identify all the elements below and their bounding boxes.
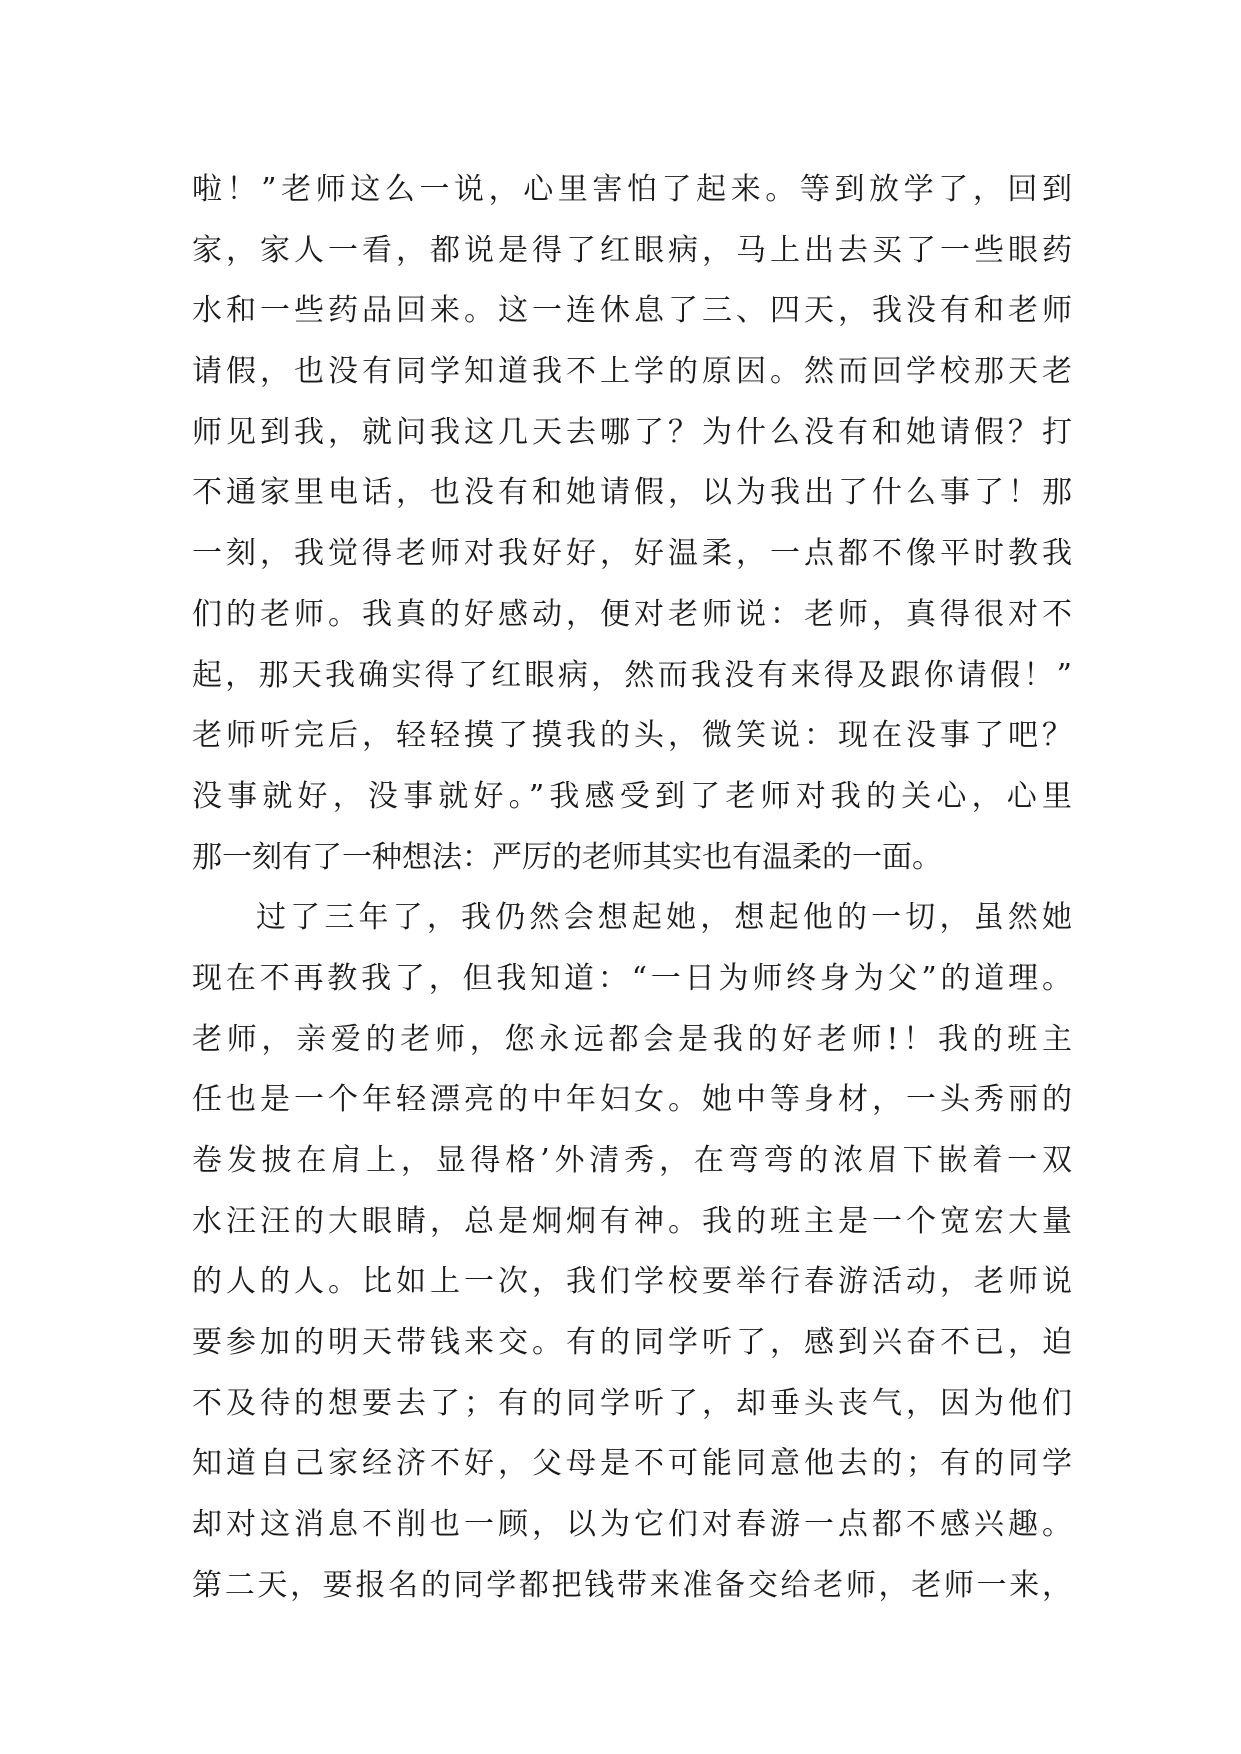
paragraph-end-line: 那一刻有了一种想法：严厉的老师其实也有温柔的一面。 bbox=[192, 839, 942, 875]
text-line: 请假，也没有同学知道我不上学的原因。然而回学校那天老 bbox=[192, 354, 1072, 390]
text-line: 家，家人一看，都说是得了红眼病，马上出去买了一些眼药 bbox=[192, 232, 1072, 268]
paragraph-start-line: 过了三年了，我仍然会想起她，想起他的一切，虽然她 bbox=[256, 900, 1072, 936]
text-line: 啦！”老师这么一说，心里害怕了起来。等到放学了，回到 bbox=[192, 172, 1072, 207]
text-line: 知道自己家经济不好，父母是不可能同意他去的；有的同学 bbox=[192, 1446, 1072, 1482]
text-line: 的人的人。比如上一次，我们学校要举行春游活动，老师说 bbox=[192, 1264, 1072, 1300]
text-line: 一刻，我觉得老师对我好好，好温柔，一点都不像平时教我 bbox=[192, 536, 1072, 572]
text-line: 们的老师。我真的好感动，便对老师说：老师，真得很对不 bbox=[192, 596, 1072, 632]
body-text bbox=[192, 160, 1072, 1617]
text-line: 水汪汪的大眼睛，总是炯炯有神。我的班主是一个宽宏大量 bbox=[192, 1203, 1072, 1239]
text-line: 没事就好，没事就好。”我感受到了老师对我的关心，心里 bbox=[192, 778, 1072, 814]
text-line: 现在不再教我了，但我知道：“一日为师终身为父”的道理。 bbox=[192, 960, 1072, 996]
text-line: 要参加的明天带钱来交。有的同学听了，感到兴奋不已，迫 bbox=[192, 1325, 1072, 1361]
text-line: 卷发披在肩上，显得格’外清秀，在弯弯的浓眉下嵌着一双 bbox=[192, 1143, 1072, 1178]
text-line: 却对这消息不削也一顾，以为它们对春游一点都不感兴趣。 bbox=[192, 1507, 1072, 1543]
text-line: 不通家里电话，也没有和她请假，以为我出了什么事了！那 bbox=[192, 475, 1072, 511]
text-line: 不及待的想要去了；有的同学听了，却垂头丧气，因为他们 bbox=[192, 1385, 1072, 1421]
text-line: 老师，亲爱的老师，您永远都会是我的好老师!！我的班主 bbox=[192, 1021, 1072, 1057]
text-line: 水和一些药品回来。这一连休息了三、四天，我没有和老师 bbox=[192, 293, 1072, 329]
text-line: 老师听完后，轻轻摸了摸我的头，微笑说：现在没事了吧？ bbox=[192, 718, 1072, 754]
text-line: 师见到我，就问我这几天去哪了？为什么没有和她请假？打 bbox=[192, 414, 1072, 450]
text-line: 任也是一个年轻漂亮的中年妇女。她中等身材，一头秀丽的 bbox=[192, 1082, 1072, 1118]
text-line: 第二天，要报名的同学都把钱带来准备交给老师，老师一来， bbox=[192, 1567, 1072, 1603]
text-line: 起，那天我确实得了红眼病，然而我没有来得及跟你请假！” bbox=[192, 657, 1072, 693]
